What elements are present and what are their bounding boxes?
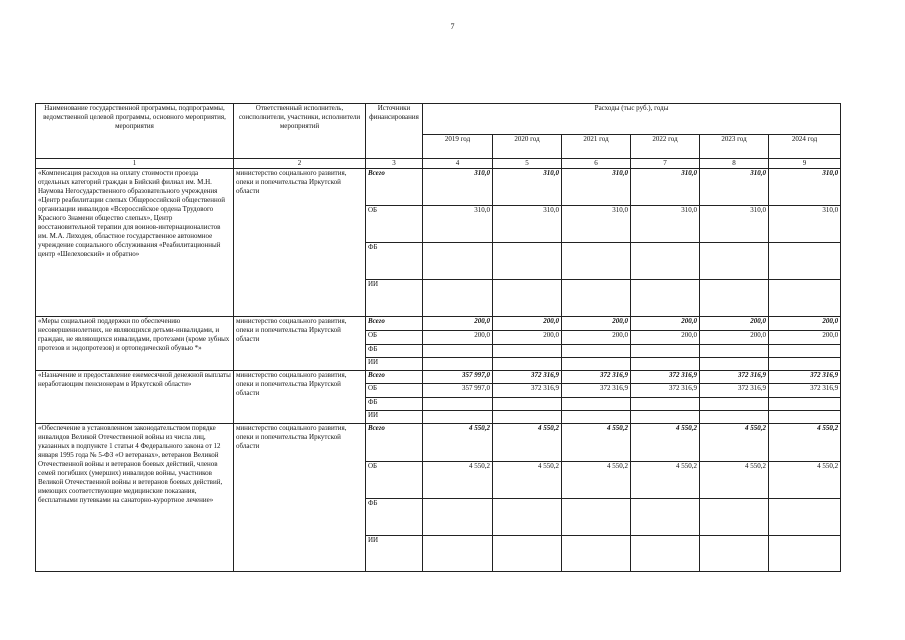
column-number: 5 xyxy=(493,159,562,169)
column-number: 4 xyxy=(423,159,493,169)
column-numbers-row xyxy=(36,159,841,169)
value-cell xyxy=(631,345,700,358)
value-cell: 4 550,2 xyxy=(769,462,841,499)
column-number: 1 xyxy=(36,159,234,169)
table-row xyxy=(36,424,841,462)
source-label: ИИ xyxy=(366,536,423,572)
value-cell: 357 997,0 xyxy=(423,384,493,398)
value-cell: 310,0 xyxy=(423,169,493,206)
value-cell: 372 316,9 xyxy=(631,371,700,384)
source-label: ОБ xyxy=(366,206,423,243)
value-cell xyxy=(562,280,631,317)
value-cell xyxy=(700,243,769,280)
value-cell xyxy=(769,411,841,424)
value-cell xyxy=(423,280,493,317)
source-label: ИИ xyxy=(366,280,423,317)
value-cell xyxy=(769,499,841,536)
source-label: Всего xyxy=(366,317,423,331)
page-number: 7 xyxy=(450,22,455,31)
value-cell: 372 316,9 xyxy=(562,371,631,384)
value-cell: 4 550,2 xyxy=(493,424,562,462)
value-cell: 310,0 xyxy=(700,206,769,243)
table-row xyxy=(36,169,841,206)
value-cell: 200,0 xyxy=(493,317,562,331)
value-cell: 4 550,2 xyxy=(423,462,493,499)
value-cell xyxy=(493,536,562,572)
value-cell: 200,0 xyxy=(700,317,769,331)
value-cell xyxy=(631,411,700,424)
value-cell xyxy=(493,358,562,371)
header-year: 2019 год xyxy=(423,135,493,159)
value-cell xyxy=(493,280,562,317)
value-cell xyxy=(631,536,700,572)
value-cell xyxy=(493,398,562,411)
value-cell xyxy=(562,345,631,358)
value-cell xyxy=(493,411,562,424)
value-cell: 4 550,2 xyxy=(769,424,841,462)
header-year: 2020 год xyxy=(493,135,562,159)
value-cell xyxy=(769,345,841,358)
value-cell xyxy=(562,243,631,280)
value-cell xyxy=(562,398,631,411)
value-cell: 200,0 xyxy=(562,317,631,331)
source-label: ОБ xyxy=(366,462,423,499)
value-cell: 4 550,2 xyxy=(562,462,631,499)
measure-executor: министерство социального развития, опеки и попечительства Иркутской области xyxy=(234,169,366,317)
header-expenses: Расходы (тыс руб.), годы xyxy=(423,104,841,135)
source-label: ФБ xyxy=(366,345,423,358)
source-label: Всего xyxy=(366,371,423,384)
value-cell xyxy=(562,411,631,424)
value-cell: 200,0 xyxy=(631,331,700,345)
value-cell: 310,0 xyxy=(700,169,769,206)
header-name: Наименование государственной программы, подпрограммы, ведомственной целевой программы, основного мероприятия, мероприятия xyxy=(36,104,234,159)
value-cell xyxy=(493,345,562,358)
value-cell xyxy=(769,398,841,411)
value-cell: 4 550,2 xyxy=(631,424,700,462)
value-cell xyxy=(700,358,769,371)
value-cell xyxy=(631,358,700,371)
value-cell xyxy=(769,536,841,572)
value-cell xyxy=(562,499,631,536)
table-row xyxy=(36,371,841,384)
value-cell xyxy=(700,536,769,572)
value-cell: 200,0 xyxy=(423,317,493,331)
value-cell xyxy=(493,499,562,536)
value-cell: 310,0 xyxy=(493,206,562,243)
value-cell xyxy=(423,411,493,424)
value-cell: 200,0 xyxy=(631,317,700,331)
value-cell: 4 550,2 xyxy=(631,462,700,499)
measure-name: «Назначение и предоставление ежемесячной денежной выплаты неработающим пенсионерам в Иркутской области» xyxy=(36,371,234,424)
measure-executor: министерство социального развития, опеки и попечительства Иркутской области xyxy=(234,371,366,424)
value-cell: 372 316,9 xyxy=(700,384,769,398)
header-sources: Источники финансирования xyxy=(366,104,423,159)
value-cell: 372 316,9 xyxy=(631,384,700,398)
header-year: 2023 год xyxy=(700,135,769,159)
value-cell xyxy=(700,280,769,317)
value-cell: 200,0 xyxy=(769,317,841,331)
value-cell: 310,0 xyxy=(631,169,700,206)
value-cell: 200,0 xyxy=(562,331,631,345)
value-cell: 372 316,9 xyxy=(769,384,841,398)
source-label: ОБ xyxy=(366,331,423,345)
column-number: 6 xyxy=(562,159,631,169)
value-cell: 310,0 xyxy=(423,206,493,243)
value-cell: 372 316,9 xyxy=(562,384,631,398)
source-label: Всего xyxy=(366,424,423,462)
value-cell xyxy=(562,536,631,572)
value-cell xyxy=(423,499,493,536)
value-cell xyxy=(769,243,841,280)
value-cell xyxy=(423,398,493,411)
value-cell: 310,0 xyxy=(562,169,631,206)
value-cell xyxy=(493,243,562,280)
measure-name: «Меры социальной поддержки по обеспечению несовершеннолетних, не являющихся детьми-инвалидами, и граждан, не являющихся инвалидами, протезами (кроме зубных протезов и эндопротезов) и ортопедической обувью *» xyxy=(36,317,234,371)
table-row xyxy=(36,317,841,331)
value-cell: 372 316,9 xyxy=(493,384,562,398)
value-cell: 4 550,2 xyxy=(562,424,631,462)
value-cell xyxy=(562,358,631,371)
column-number: 7 xyxy=(631,159,700,169)
value-cell xyxy=(423,345,493,358)
value-cell xyxy=(700,411,769,424)
source-label: ФБ xyxy=(366,398,423,411)
value-cell xyxy=(631,243,700,280)
value-cell xyxy=(423,358,493,371)
value-cell: 4 550,2 xyxy=(493,462,562,499)
column-number: 8 xyxy=(700,159,769,169)
value-cell: 310,0 xyxy=(769,206,841,243)
measure-name: «Обеспечение в установленном законодательством порядке инвалидов Великой Отечественной войны из числа лиц, указанных в подпункте 1 статьи 4 Федерального закона от 12 января 1995 года № 5-ФЗ «О ветеранах», ветеранов Великой Отечественной войны и ветеранов боевых действий, членов семей погибших (умерших) инвалидов войны, участников Великой Отечественной войны и ветеранов боевых действий, имеющих соответствующие медицинские показания, бесплатными путевками на санаторно-курортное лечение» xyxy=(36,424,234,572)
value-cell xyxy=(631,499,700,536)
value-cell: 372 316,9 xyxy=(700,371,769,384)
value-cell: 310,0 xyxy=(493,169,562,206)
value-cell xyxy=(423,536,493,572)
value-cell: 200,0 xyxy=(423,331,493,345)
value-cell xyxy=(631,398,700,411)
value-cell xyxy=(423,243,493,280)
value-cell: 372 316,9 xyxy=(493,371,562,384)
column-number: 9 xyxy=(769,159,841,169)
measure-executor: министерство социального развития, опеки и попечительства Иркутской области xyxy=(234,424,366,572)
source-label: ФБ xyxy=(366,243,423,280)
value-cell xyxy=(700,499,769,536)
column-number: 2 xyxy=(234,159,366,169)
measure-executor: министерство социального развития, опеки и попечительства Иркутской области xyxy=(234,317,366,371)
source-label: ИИ xyxy=(366,411,423,424)
value-cell xyxy=(631,280,700,317)
header-year: 2021 год xyxy=(562,135,631,159)
value-cell: 200,0 xyxy=(769,331,841,345)
value-cell: 4 550,2 xyxy=(700,424,769,462)
value-cell xyxy=(700,345,769,358)
source-label: Всего xyxy=(366,169,423,206)
value-cell: 4 550,2 xyxy=(700,462,769,499)
source-label: ИИ xyxy=(366,358,423,371)
value-cell: 4 550,2 xyxy=(423,424,493,462)
source-label: ОБ xyxy=(366,384,423,398)
value-cell: 200,0 xyxy=(700,331,769,345)
value-cell: 357 997,0 xyxy=(423,371,493,384)
source-label: ФБ xyxy=(366,499,423,536)
value-cell: 372 316,9 xyxy=(769,371,841,384)
header-year: 2024 год xyxy=(769,135,841,159)
value-cell xyxy=(769,280,841,317)
measure-name: «Компенсация расходов на оплату стоимости проезда отдельных категорий граждан в Бийский филиал им. М.Н. Наумова Негосударственного образовательного учреждения «Центр реабилитации слепых Общероссийской общественной организации инвалидов «Всероссийское ордена Трудового Красного Знамени общество слепых», Центр восстановительной терапии для воинов-интернационалистов им. М.А. Лиходея, областное государственное автономное учреждение социального обслуживания «Реабилитационный центр «Шелеховский» и обратно» xyxy=(36,169,234,317)
column-number: 3 xyxy=(366,159,423,169)
value-cell xyxy=(700,398,769,411)
header-executor: Ответственный исполнитель, соисполнители, участники, исполнители мероприятий xyxy=(234,104,366,159)
header-year: 2022 год xyxy=(631,135,700,159)
value-cell xyxy=(769,358,841,371)
value-cell: 200,0 xyxy=(493,331,562,345)
expenses-table xyxy=(35,103,841,572)
value-cell: 310,0 xyxy=(631,206,700,243)
value-cell: 310,0 xyxy=(769,169,841,206)
value-cell: 310,0 xyxy=(562,206,631,243)
